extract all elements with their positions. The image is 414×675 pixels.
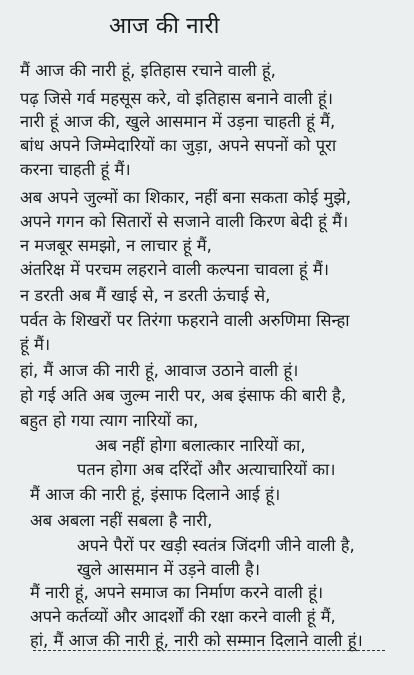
poem-line: हूं मैं।	[20, 335, 51, 354]
poem-line: हां, मैं आज की नारी हूं, आवाज उठाने वाली हूं।	[20, 361, 299, 380]
poem-line: न डरती अब मैं खाई से, न डरती ऊंचाई से,	[20, 286, 271, 305]
poem-line: अपने गगन को सितारों से सजाने वाली किरण बेदी हूं मैं।	[20, 212, 349, 231]
poem-line: खुले आसमान में उड़ने वाली है।	[77, 560, 261, 579]
poem-line: अंतरिक्ष में परचम लहराने वाली कल्पना चावला हूं मैं।	[20, 260, 330, 279]
poem-line: हो गई अति अब जुल्म नारी पर, अब इंसाफ की बारी है,	[20, 386, 347, 405]
poem-line: मैं आज की नारी हूं, इंसाफ दिलाने आई हूं।	[30, 485, 281, 504]
poem-line: पतन होगा अब दरिंदों और अत्याचारियों का।	[77, 460, 336, 479]
poem-line: अब नहीं होगा बलात्कार नारियों का,	[95, 436, 306, 455]
poem-line: करना चाहती हूं मैं।	[20, 160, 131, 179]
poem-line: मैं आज की नारी हूं, इतिहास रचाने वाली हूं,	[20, 61, 276, 80]
poem-line: मैं नारी हूं, अपने समाज का निर्माण करने वाली हूं।	[30, 583, 324, 602]
poem-title: आज की नारी	[109, 13, 220, 39]
poem-line: अब अबला नहीं सबला है नारी,	[30, 511, 213, 530]
poem-line: पढ़ जिसे गर्व महसूस करे, वो इतिहास बनाने वाली हूं।	[20, 89, 333, 108]
poem-line: अब अपने जुल्मों का शिकार, नहीं बना सकता कोई मुझे,	[20, 188, 352, 207]
poem-line: न मजबूर समझो, न लाचार हूं मैं,	[20, 236, 212, 255]
poem-line: बांध अपने जिम्मेदारियों का जुड़ा, अपने सपनों को पूरा	[20, 136, 337, 155]
poem-line: पर्वत के शिखरों पर तिरंगा फहराने वाली अरुणिमा सिन्हा	[20, 311, 350, 330]
poem-line: नारी हूं आज की, खुले आसमान में उड़ना चाहती हूं मैं,	[20, 112, 336, 131]
poem-line: बहुत हो गया त्याग नारियों का,	[20, 411, 199, 430]
poem-line: हां, मैं आज की नारी हूं, नारी को सम्मान दिलाने वाली हूं।	[30, 631, 363, 650]
dashed-divider	[33, 650, 385, 651]
poem-line: अपने कर्तव्यों और आदर्शों की रक्षा करने वाली हूं मैं,	[30, 607, 336, 626]
poem-line: अपने पैरों पर खड़ी स्वतंत्र जिंदगी जीने वाली है,	[77, 536, 355, 555]
